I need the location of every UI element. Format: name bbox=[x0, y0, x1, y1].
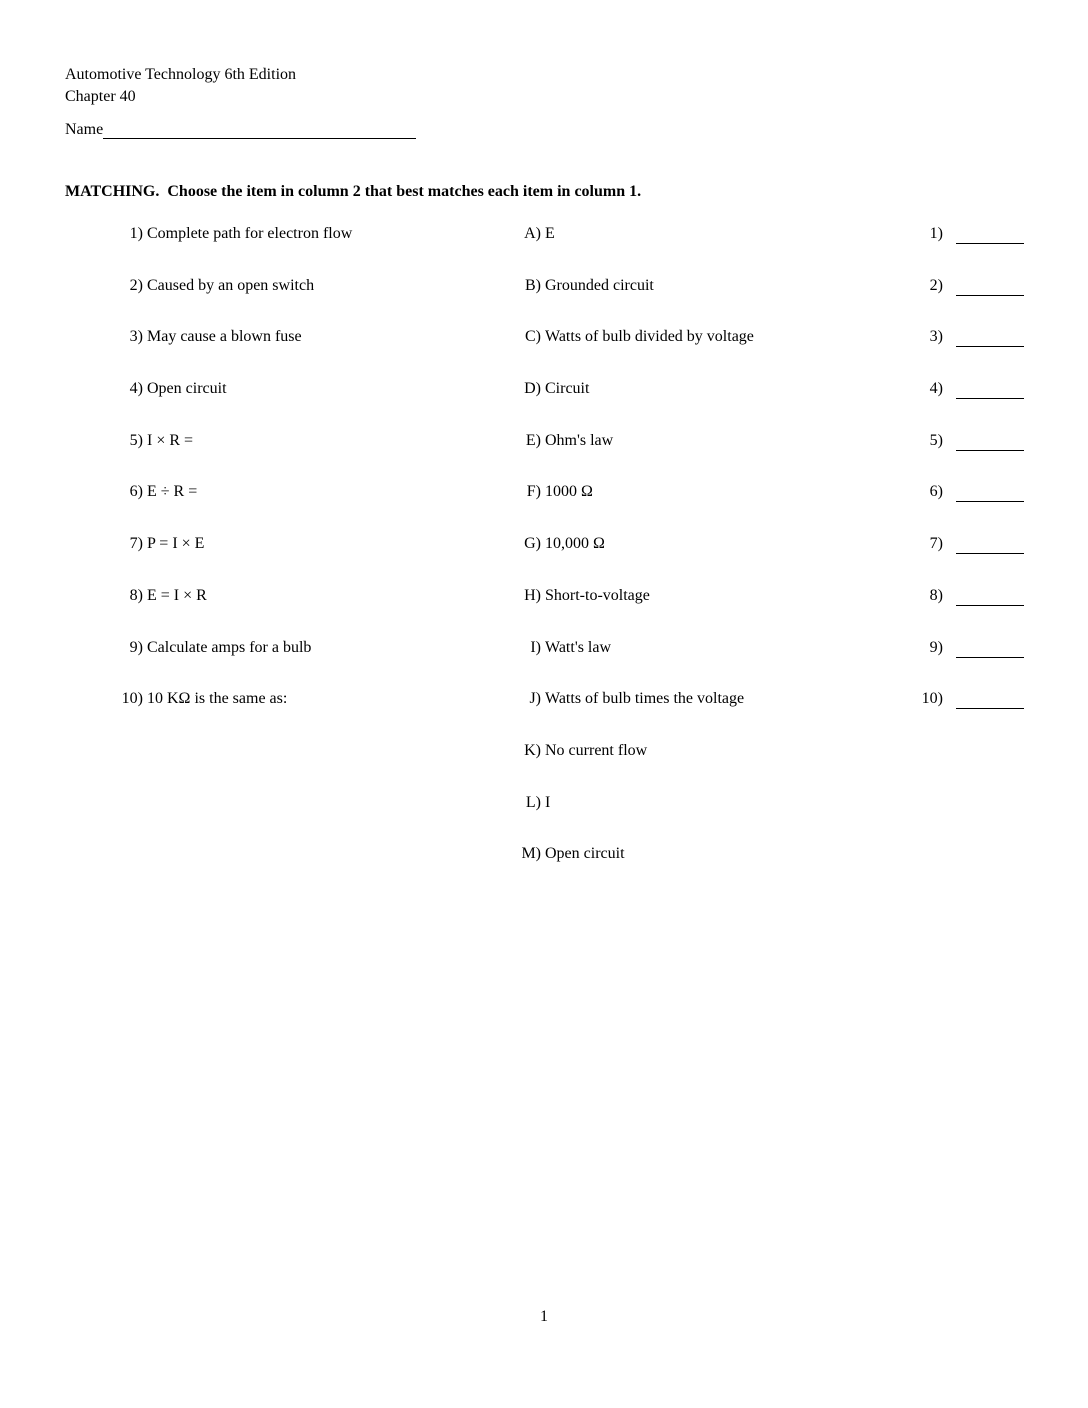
column1-item-number: 7) bbox=[129, 535, 143, 553]
answer-blank[interactable] bbox=[956, 379, 1024, 399]
column2-item-letter: C) bbox=[525, 328, 541, 346]
column2-item-text: I bbox=[545, 793, 551, 811]
column2-cell bbox=[465, 586, 873, 606]
column1-item-number: 4) bbox=[129, 380, 143, 398]
column1-cell bbox=[65, 276, 465, 296]
column1-item-number: 9) bbox=[129, 638, 143, 656]
answer-cell bbox=[873, 638, 1088, 658]
answer-cell bbox=[873, 224, 1088, 244]
column2-item-letter: B) bbox=[525, 276, 541, 294]
column2-item-letter: D) bbox=[524, 380, 541, 398]
column2-cell bbox=[465, 793, 873, 813]
answer-number: 7) bbox=[929, 535, 943, 553]
answer-cell bbox=[873, 379, 1088, 399]
column1-item-text: P = I × E bbox=[147, 535, 205, 553]
column1-cell bbox=[65, 534, 465, 554]
column2-cell bbox=[465, 276, 873, 296]
column2-item-letter: K) bbox=[524, 741, 541, 759]
answer-number: 9) bbox=[929, 638, 943, 656]
column2-cell bbox=[465, 638, 873, 658]
column1-cell bbox=[65, 379, 465, 399]
matching-instructions: MATCHING. Choose the item in column 2 that best matches each item in column 1. bbox=[65, 183, 642, 200]
answer-blank[interactable] bbox=[956, 431, 1024, 451]
matching-row bbox=[65, 482, 1088, 534]
answer-number: 5) bbox=[929, 431, 943, 449]
column1-item-number: 6) bbox=[129, 483, 143, 501]
column1-item-text: E = I × R bbox=[147, 586, 207, 604]
column1-item-number: 1) bbox=[129, 225, 143, 242]
matching-row bbox=[65, 431, 1088, 483]
column2-item-text: E bbox=[545, 225, 555, 242]
name-blank[interactable] bbox=[103, 120, 416, 139]
matching-section bbox=[65, 224, 1088, 896]
document-chapter: Chapter 40 bbox=[65, 88, 136, 105]
matching-row bbox=[65, 689, 1088, 741]
column2-item-letter: H) bbox=[524, 586, 541, 604]
name-line bbox=[65, 120, 416, 139]
column1-item-text: May cause a blown fuse bbox=[147, 328, 302, 346]
column2-cell bbox=[465, 689, 873, 709]
matching-row bbox=[65, 534, 1088, 586]
column2-cell bbox=[465, 482, 873, 502]
column2-cell bbox=[465, 327, 873, 347]
answer-cell bbox=[873, 327, 1088, 347]
matching-row bbox=[65, 793, 1088, 845]
document-title: Automotive Technology 6th Edition bbox=[65, 66, 297, 83]
column1-item-number: 8) bbox=[129, 586, 143, 604]
column1-item-text: Caused by an open switch bbox=[147, 276, 315, 294]
column1-cell bbox=[65, 224, 465, 244]
column2-item-text: Open circuit bbox=[545, 845, 625, 863]
column2-cell bbox=[465, 844, 873, 864]
column2-item-letter: E) bbox=[525, 431, 541, 449]
answer-cell bbox=[873, 534, 1088, 554]
column1-item-number: 5) bbox=[129, 431, 143, 449]
column1-cell bbox=[65, 689, 465, 709]
column2-cell bbox=[465, 379, 873, 399]
answer-number: 2) bbox=[929, 276, 943, 294]
answer-cell bbox=[873, 482, 1088, 502]
answer-cell bbox=[873, 276, 1088, 296]
column1-cell bbox=[65, 586, 465, 606]
document-header bbox=[65, 64, 296, 108]
column1-item-text: 10 KΩ is the same as: bbox=[147, 690, 288, 708]
column2-item-letter: I) bbox=[530, 638, 541, 656]
column2-item-text: 10,000 Ω bbox=[545, 535, 605, 553]
column1-item-text: Open circuit bbox=[147, 380, 227, 398]
matching-row bbox=[65, 327, 1088, 379]
matching-row bbox=[65, 741, 1088, 793]
column1-item-number: 10) bbox=[121, 690, 143, 708]
answer-cell bbox=[873, 586, 1088, 606]
column1-item-text: I × R = bbox=[147, 431, 194, 449]
answer-blank[interactable] bbox=[956, 586, 1024, 606]
answer-cell bbox=[873, 431, 1088, 451]
answer-number: 1) bbox=[929, 225, 943, 242]
matching-row bbox=[65, 224, 1088, 276]
column1-item-number: 3) bbox=[129, 328, 143, 346]
column1-cell bbox=[65, 482, 465, 502]
column2-cell bbox=[465, 741, 873, 761]
answer-number: 3) bbox=[929, 328, 943, 346]
column2-item-text: Watts of bulb times the voltage bbox=[545, 690, 745, 708]
column2-item-letter: G) bbox=[524, 535, 541, 553]
column2-item-letter: J) bbox=[529, 690, 541, 708]
column1-item-text: Calculate amps for a bulb bbox=[147, 638, 312, 656]
answer-blank[interactable] bbox=[956, 689, 1024, 709]
matching-row bbox=[65, 276, 1088, 328]
column2-item-text: No current flow bbox=[545, 741, 648, 759]
column2-item-text: 1000 Ω bbox=[545, 483, 593, 501]
column2-item-letter: A) bbox=[524, 225, 541, 242]
answer-blank[interactable] bbox=[956, 276, 1024, 296]
column2-item-letter: L) bbox=[525, 793, 541, 811]
answer-blank[interactable] bbox=[956, 534, 1024, 554]
answer-blank[interactable] bbox=[956, 482, 1024, 502]
column1-item-text: E ÷ R = bbox=[147, 483, 198, 501]
column2-item-letter: F) bbox=[526, 483, 541, 501]
name-label: Name bbox=[65, 121, 104, 138]
column2-cell bbox=[465, 224, 873, 244]
column1-cell bbox=[65, 431, 465, 451]
matching-row bbox=[65, 379, 1088, 431]
column1-item-text: Complete path for electron flow bbox=[147, 225, 353, 242]
column2-cell bbox=[465, 534, 873, 554]
column2-item-text: Watts of bulb divided by voltage bbox=[545, 328, 754, 346]
column2-item-text: Watt's law bbox=[545, 638, 612, 656]
page-number: 1 bbox=[540, 1308, 548, 1325]
answer-number: 8) bbox=[929, 586, 943, 604]
answer-number: 10) bbox=[921, 690, 943, 708]
matching-row bbox=[65, 844, 1088, 896]
column1-item-number: 2) bbox=[129, 276, 143, 294]
column2-item-letter: M) bbox=[521, 845, 541, 863]
column2-item-text: Ohm's law bbox=[545, 431, 614, 449]
column2-item-text: Circuit bbox=[545, 380, 590, 398]
column2-item-text: Grounded circuit bbox=[545, 276, 654, 294]
matching-row bbox=[65, 638, 1088, 690]
answer-blank[interactable] bbox=[956, 224, 1024, 244]
answer-blank[interactable] bbox=[956, 327, 1024, 347]
column2-cell bbox=[465, 431, 873, 451]
answer-number: 6) bbox=[929, 483, 943, 501]
column1-cell bbox=[65, 638, 465, 658]
column2-item-text: Short-to-voltage bbox=[545, 586, 650, 604]
answer-number: 4) bbox=[929, 380, 943, 398]
column1-cell bbox=[65, 327, 465, 347]
answer-blank[interactable] bbox=[956, 638, 1024, 658]
matching-row bbox=[65, 586, 1088, 638]
answer-cell bbox=[873, 689, 1088, 709]
